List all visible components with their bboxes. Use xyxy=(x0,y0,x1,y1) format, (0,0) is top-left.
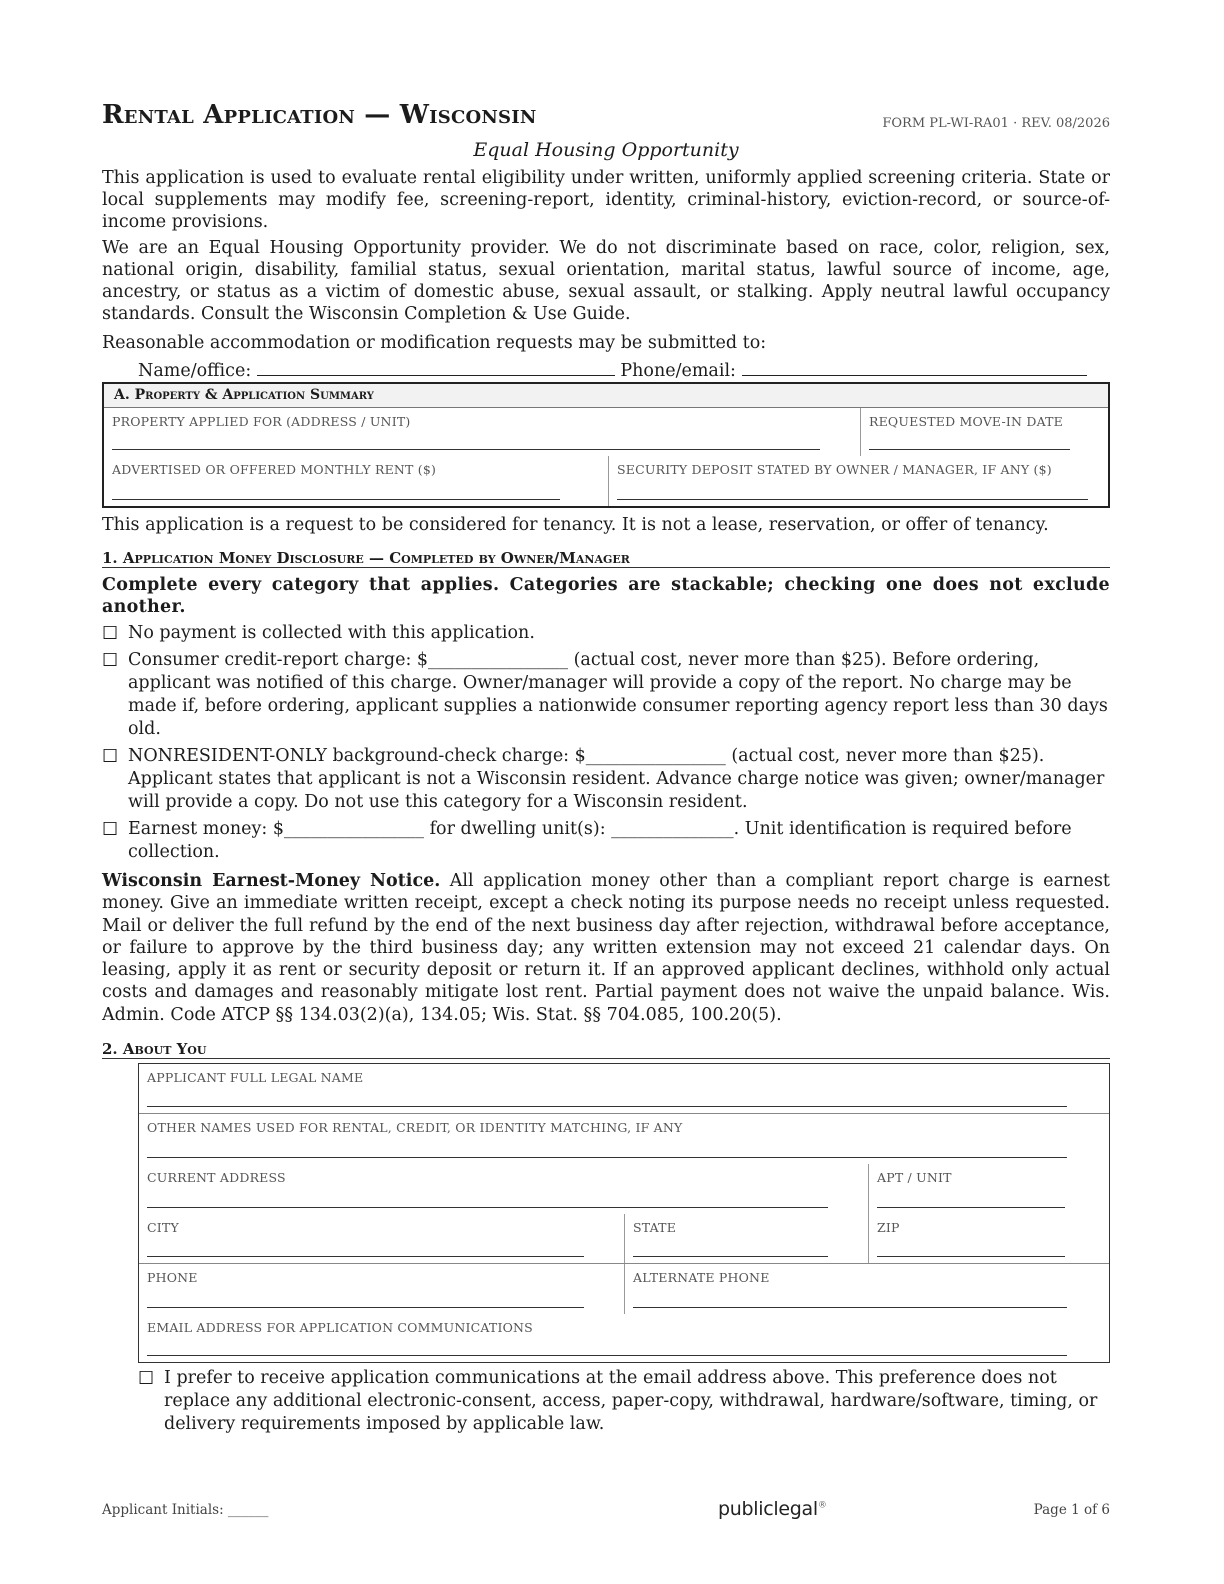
page-number: Page 1 of 6 xyxy=(1033,1502,1110,1518)
zip-field[interactable] xyxy=(868,1214,1109,1263)
form-title: Rental Application — Wisconsin xyxy=(102,100,537,130)
option-earnest-money-text: Earnest money: $________________ for dwelling unit(s): ______________. Unit identification is required before collection. xyxy=(128,819,1072,862)
checkbox-icon[interactable]: ☐ xyxy=(102,746,119,767)
state-line xyxy=(633,1256,828,1257)
phone-email-label: Phone/email: xyxy=(620,361,736,381)
security-deposit-line xyxy=(617,499,1088,500)
move-in-date-line xyxy=(869,449,1070,450)
option-earnest-money[interactable] xyxy=(102,818,1110,864)
city-line xyxy=(147,1256,584,1257)
other-names-label: OTHER NAMES USED FOR RENTAL, CREDIT, OR IDENTITY MATCHING, IF ANY xyxy=(147,1120,683,1136)
checkbox-icon[interactable]: ☐ xyxy=(102,819,119,840)
section-a-box xyxy=(102,382,1110,508)
apt-unit-label: APT / UNIT xyxy=(877,1170,952,1186)
alternate-phone-line xyxy=(633,1307,1067,1308)
earnest-notice-title: Wisconsin Earnest-Money Notice. xyxy=(102,871,441,891)
option-credit-report[interactable] xyxy=(102,649,1110,741)
phone-label: PHONE xyxy=(147,1270,198,1286)
page-footer xyxy=(102,1500,1110,1524)
email-preference-text: I prefer to receive application communications at the email address above. This preference does not replace any additional electronic-consent, access, paper-copy, withdrawal, hardware/software, timing, or delivery requirements imposed by applicable law. xyxy=(164,1368,1098,1435)
document-page xyxy=(102,100,1110,1436)
option-no-payment[interactable] xyxy=(102,622,1110,645)
current-address-line xyxy=(147,1207,828,1208)
current-address-label: CURRENT ADDRESS xyxy=(147,1170,286,1186)
alternate-phone-label: ALTERNATE PHONE xyxy=(633,1270,770,1286)
section-2-heading: 2. About You xyxy=(102,1040,1110,1059)
property-label: PROPERTY APPLIED FOR (ADDRESS / UNIT) xyxy=(112,414,411,429)
zip-line xyxy=(877,1256,1065,1257)
accommodation-paragraph: Reasonable accommodation or modification requests may be submitted to: xyxy=(102,333,767,353)
email-field[interactable] xyxy=(139,1314,1109,1362)
state-field[interactable] xyxy=(624,1214,868,1263)
city-field[interactable] xyxy=(139,1214,624,1263)
applicant-initials[interactable]: Applicant Initials: ______ xyxy=(102,1502,269,1518)
other-names-field[interactable] xyxy=(139,1114,1109,1164)
email-line xyxy=(147,1355,1067,1356)
apt-unit-field[interactable] xyxy=(868,1164,1109,1214)
state-label: STATE xyxy=(633,1220,677,1236)
move-in-date-field[interactable] xyxy=(860,408,1108,456)
property-line xyxy=(112,449,820,450)
monthly-rent-label: ADVERTISED OR OFFERED MONTHLY RENT ($) xyxy=(112,462,437,477)
full-name-line xyxy=(147,1106,1067,1107)
checkbox-icon[interactable]: ☐ xyxy=(102,650,119,671)
publiclegal-logo: publiclegal® xyxy=(718,1498,827,1520)
equal-housing-paragraph: We are an Equal Housing Opportunity provider. We do not discriminate based on race, color, religion, sex, national origin, disability, familial status, sexual orientation, marital status, lawful source of income, age, ancestry, or status as a victim of domestic abuse, sexual assault, or stalking. Apply neutral lawful occupancy standards. Consult the Wisconsin Completion & Use Guide. xyxy=(102,238,1110,324)
email-label: EMAIL ADDRESS FOR APPLICATION COMMUNICATIONS xyxy=(147,1320,533,1336)
phone-field[interactable] xyxy=(139,1264,624,1314)
phone-email-field[interactable] xyxy=(742,358,1087,376)
form-subtitle: Equal Housing Opportunity xyxy=(473,139,739,161)
about-you-box xyxy=(138,1063,1110,1363)
security-deposit-label: SECURITY DEPOSIT STATED BY OWNER / MANAGER, IF ANY ($) xyxy=(617,462,1052,477)
monthly-rent-line xyxy=(112,499,560,500)
checkbox-icon[interactable]: ☐ xyxy=(102,623,119,644)
intro-paragraph: This application is used to evaluate rental eligibility under written, uniformly applied screening criteria. State or local supplements may modify fee, screening-report, identity, criminal-history, eviction-record, or source-of-income provisions. xyxy=(102,168,1110,232)
name-office-field[interactable] xyxy=(257,358,615,376)
other-names-line xyxy=(147,1157,1067,1158)
section-1-instruction: Complete every category that applies. Categories are stackable; checking one does not exclude another. xyxy=(102,575,1110,617)
property-field[interactable] xyxy=(104,408,860,456)
full-name-field[interactable] xyxy=(139,1064,1109,1113)
checkbox-icon[interactable]: ☐ xyxy=(138,1368,155,1390)
option-no-payment-text: No payment is collected with this application. xyxy=(128,623,535,643)
option-credit-report-text: Consumer credit-report charge: $________________ (actual cost, never more than $25). Before ordering, applicant was notified of this charge. Owner/manager will provide a copy of the report. No charge may be made if, before ordering, applicant supplies a nationwide consumer reporting agency report less than 30 days old. xyxy=(128,650,1108,739)
current-address-field[interactable] xyxy=(139,1164,868,1214)
form-header xyxy=(102,100,1110,134)
earnest-notice-text: All application money other than a compliant report charge is earnest money. Give an immediate written receipt, except a check noting its purpose needs no receipt unless requested. Mail or deliver the full refund by the end of the next business day after rejection, withdrawal before acceptance, or failure to approve by the third business day; any written extension may not exceed 21 calendar days. On leasing, apply it as rent or security deposit or return it. If an approved applicant declines, withhold only actual costs and damages and reasonably mitigate lost rent. Partial payment does not waive the unpaid balance. Wis. Admin. Code ATCP §§ 134.03(2)(a), 134.05; Wis. Stat. §§ 704.085, 100.20(5). xyxy=(102,871,1110,1025)
apt-unit-line xyxy=(877,1207,1065,1208)
alternate-phone-field[interactable] xyxy=(624,1264,1109,1314)
city-label: CITY xyxy=(147,1220,179,1236)
earnest-money-notice xyxy=(102,870,1110,1026)
form-number: FORM PL-WI-RA01 · REV. 08/2026 xyxy=(882,116,1110,131)
logo-text: publiclegal xyxy=(718,1498,818,1520)
tenancy-notice: This application is a request to be considered for tenancy. It is not a lease, reservation, or offer of tenancy. xyxy=(102,515,1049,535)
name-office-label: Name/office: xyxy=(138,361,252,381)
section-1-heading: 1. Application Money Disclosure — Completed by Owner/Manager xyxy=(102,549,1110,568)
monthly-rent-field[interactable] xyxy=(104,456,608,506)
section-a-heading: A. Property & Application Summary xyxy=(104,384,1108,408)
accommodation-contact-line xyxy=(102,358,1110,380)
security-deposit-field[interactable] xyxy=(608,456,1108,506)
phone-line xyxy=(147,1307,584,1308)
email-preference-option[interactable] xyxy=(138,1367,1110,1436)
full-name-label: APPLICANT FULL LEGAL NAME xyxy=(147,1070,364,1086)
option-nonresident-check[interactable] xyxy=(102,745,1110,814)
zip-label: ZIP xyxy=(877,1220,900,1236)
move-in-date-label: REQUESTED MOVE-IN DATE xyxy=(869,414,1063,429)
option-nonresident-text: NONRESIDENT-ONLY background-check charge: $________________ (actual cost, never more than $25). Applicant states that applicant is not a Wisconsin resident. Advance charge notice was given; owner/manager will provide a copy. Do not use this category for a Wisconsin resident. xyxy=(128,746,1105,812)
